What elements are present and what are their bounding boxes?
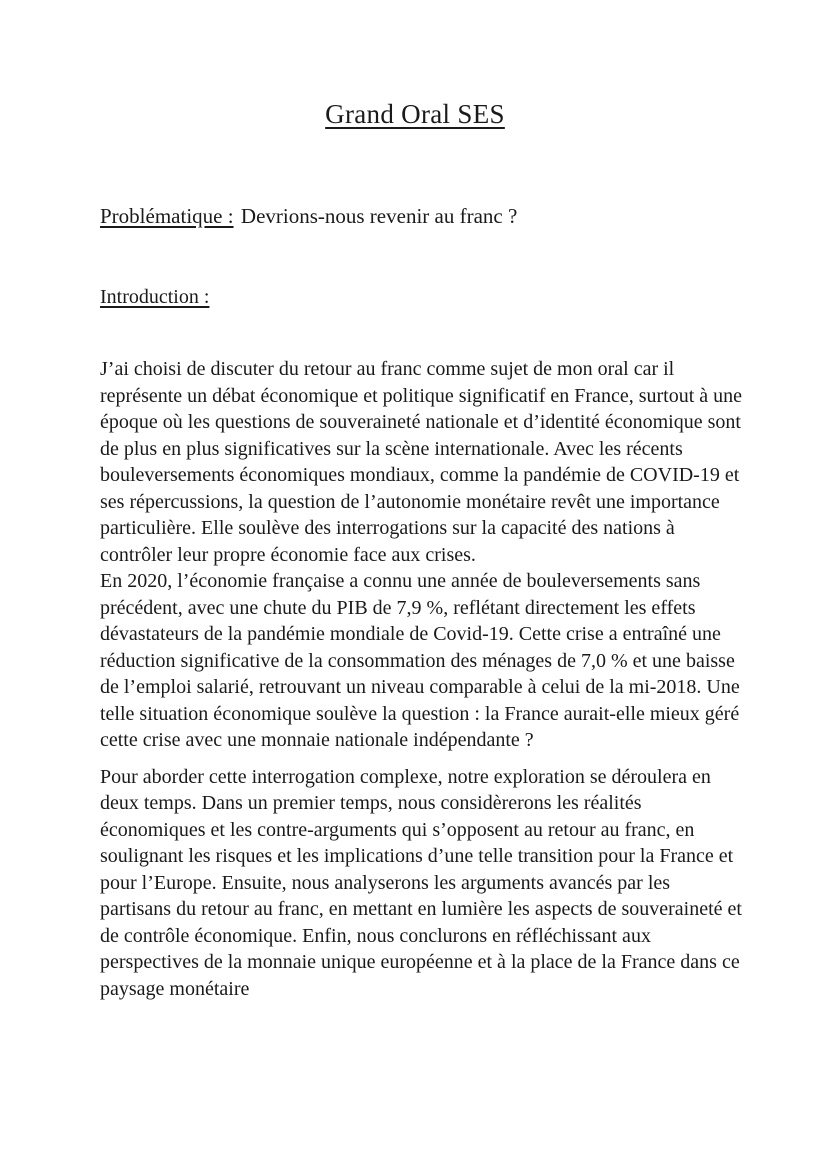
text-line: bouleversements économiques mondiaux, comme la pandémie de COVID-19 et [100,464,740,486]
text-line: particulière. Elle soulève des interrogations sur la capacité des nations à [100,517,675,539]
text-line: pour l’Europe. Ensuite, nous analyserons les arguments avancés par les [100,871,671,894]
text-line: de contrôle économique. Enfin, nous conclurons en réfléchissant aux [100,924,651,947]
problematique-label: Problématique : [100,204,234,228]
text-line: perspectives de la monnaie unique européenne et à la place de la France dans ce [100,951,740,973]
problematique-line [100,202,730,230]
text-line: Pour aborder cette interrogation complexe, notre exploration se déroulera en [100,765,711,788]
text-line: telle situation économique soulève la question : la France aurait-elle mieux géré [100,702,740,725]
paragraph-1 [100,356,743,754]
text-line: époque où les questions de souveraineté nationale et d’identité économique sont [100,411,741,433]
problematique-question: Devrions-nous revenir au franc ? [240,204,518,228]
paragraph-2 [100,764,742,1003]
text-line: représente un débat économique et politique significatif en France, surtout à une [100,384,743,407]
text-line: En 2020, l’économie française a connu une année de bouleversements sans [100,570,701,592]
text-line: précédent, avec une chute du PIB de 7,9 %, reflétant directement les effets [100,596,696,619]
text-line: ses répercussions, la question de l’autonomie monétaire revêt une importance [100,490,720,513]
text-line: réduction significative de la consommation des ménages de 7,0 % et une baisse [100,649,735,672]
text-line: paysage monétaire [100,977,250,1000]
text-line: contrôler leur propre économie face aux crises. [100,543,476,566]
text-line: dévastateurs de la pandémie mondiale de Covid-19. Cette crise a entraîné une [100,623,721,645]
text-line: soulignant les risques et les implications d’une telle transition pour la France et [100,845,734,867]
text-line: J’ai choisi de discuter du retour au franc comme sujet de mon oral car il [100,358,675,380]
text-line: de plus en plus significatives sur la scène internationale. Avec les récents [100,437,683,460]
page-title: Grand Oral SES [325,99,505,129]
text-line: de l’emploi salarié, retrouvant un niveau comparable à celui de la mi-2018. Une [100,676,740,698]
text-line: cette crise avec une monnaie nationale indépendante ? [100,729,534,751]
text-line: économiques et les contre-arguments qui s’opposent au retour au franc, en [100,818,695,841]
introduction-heading [100,284,730,311]
text-line: partisans du retour au franc, en mettant en lumière les aspects de souveraineté et [100,898,742,920]
introduction-label: Introduction : [100,286,210,308]
text-line: deux temps. Dans un premier temps, nous considèrerons les réalités [100,792,642,814]
